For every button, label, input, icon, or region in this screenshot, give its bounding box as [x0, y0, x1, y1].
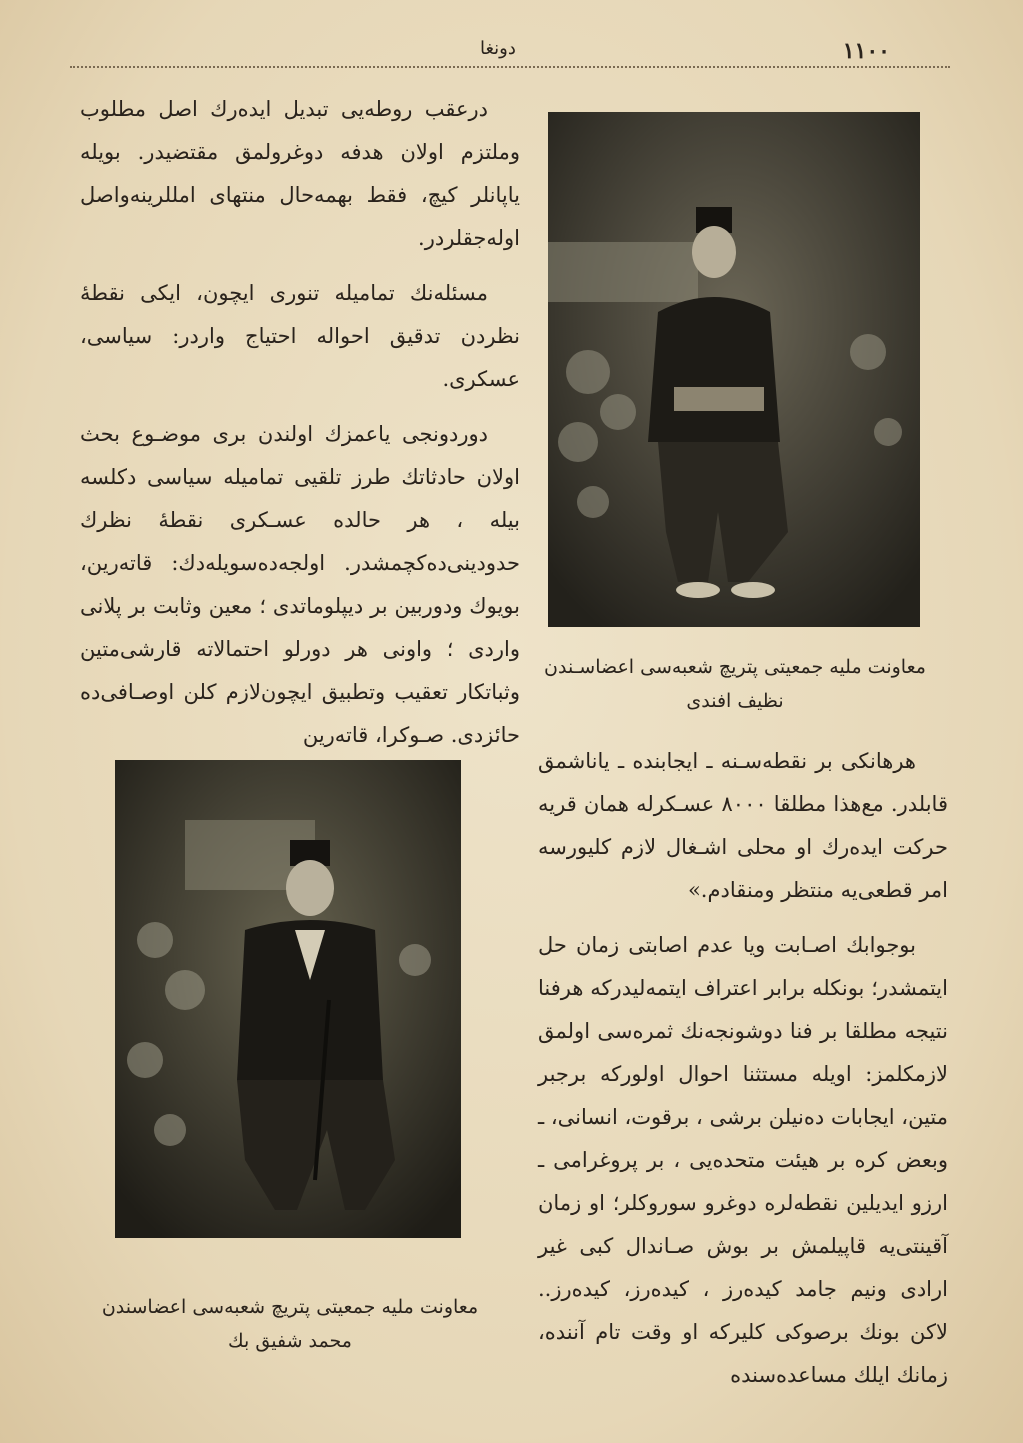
header-rule [70, 66, 950, 74]
paragraph: مسئله‌نك تماميله تنوری ایچون، ایکی نقطهٔ نظردن تدقیق احواله احتیاج واردر: سیاسی، عسکری. [80, 281, 520, 391]
running-title: دونغا [480, 38, 516, 59]
photo-caption-nazif [540, 650, 930, 718]
caption-line: معاونت ملیه جمعیتی پتریچ شعبه‌سی اعضاسـندن [544, 656, 926, 678]
right-column-text [538, 740, 948, 1409]
portrait-photo-image [115, 760, 461, 1238]
portrait-photo-nazif [548, 112, 920, 627]
page-number: ۱۱۰۰ [842, 38, 890, 64]
paragraph: هرهانکی بر نقطه‌سـنه ـ ایجابنده ـ یاناشمق قابلدر. مع‌هذا مطلقا ۸۰۰۰ عسـکرله همان قریه حرکت ایده‌رك او محلی اشـغال لازم کلیورسه امر قطعی‌یه منتظر ومنقادم.» [538, 749, 948, 902]
portrait-photo-image [548, 112, 920, 627]
paragraph: بوجوابك اصـابت ویا عدم اصابتی زمان حل ایتمشدر؛ بونکله برابر اعتراف ایتمه‌لیدرکه هرفنا نتیجه مطلقا بر فنا دوشونجه‌نك ثمره‌سی اولمق لازمکلمز: اویله مستثنا احوال اولورکه برجبر متین، ایجابات ده‌نیلن برشی ، برقوت، انسانی، ـ وبعض کره بر هیئت متحده‌یی ، بر پروغرامی ـ ارزو ایدیلین نقطه‌لره دوغرو سوروکلر؛ او زمان آقینتی‌یه قاپیلمش بر بوش صـاندال کبی غیر ارادی ونیم جامد کیده‌رز ، کیده‌رز، کیده‌رز.. لاکن بونك برصوکی کلیرکه او وقت تام آننده، زمانك ایلك مساعده‌سنده [538, 933, 948, 1387]
left-column-text [80, 88, 520, 769]
caption-name: نظیف افندی [686, 690, 784, 712]
paragraph: دوردونجی یاعمزك اولندن بری موضـوع بحث اولان حادثاتك طرز تلقیی تماميله سیاسی دکلسه بیله ، هر حالده عسـکری نقطهٔ نظرك حدودینی‌ده‌کچمشدر. اولجه‌ده‌سویله‌دك: قاته‌رین، بویوك ودوربین بر دیپلوماتدی ؛ معین وثابت بر پلانی واردی ؛ واونی هر دورلو احتمالاته قارشی‌متین وثباتکار تعقیب وتطبیق ایچون‌لازم کلن اوصـافی‌ده حائزدی. صـوکرا، قاته‌رین [80, 422, 520, 747]
paragraph: درعقب روطه‌یی تبدیل ایده‌رك اصل مطلوب وملتزم اولان هدفه دوغرولمق مقتضیدر. بویله یاپانلر کیچ، فقط بهمه‌حال منتهای امللرینه‌واصل اوله‌جقلردر. [80, 97, 520, 250]
caption-line: معاونت ملیه جمعیتی پتریچ شعبه‌سی اعضاسندن [101, 1296, 479, 1318]
page-header [70, 30, 950, 70]
caption-name: محمد شفیق بك [228, 1330, 352, 1352]
photo-caption-mehmed-shefik [100, 1290, 480, 1358]
portrait-photo-mehmed-shefik [115, 760, 461, 1238]
